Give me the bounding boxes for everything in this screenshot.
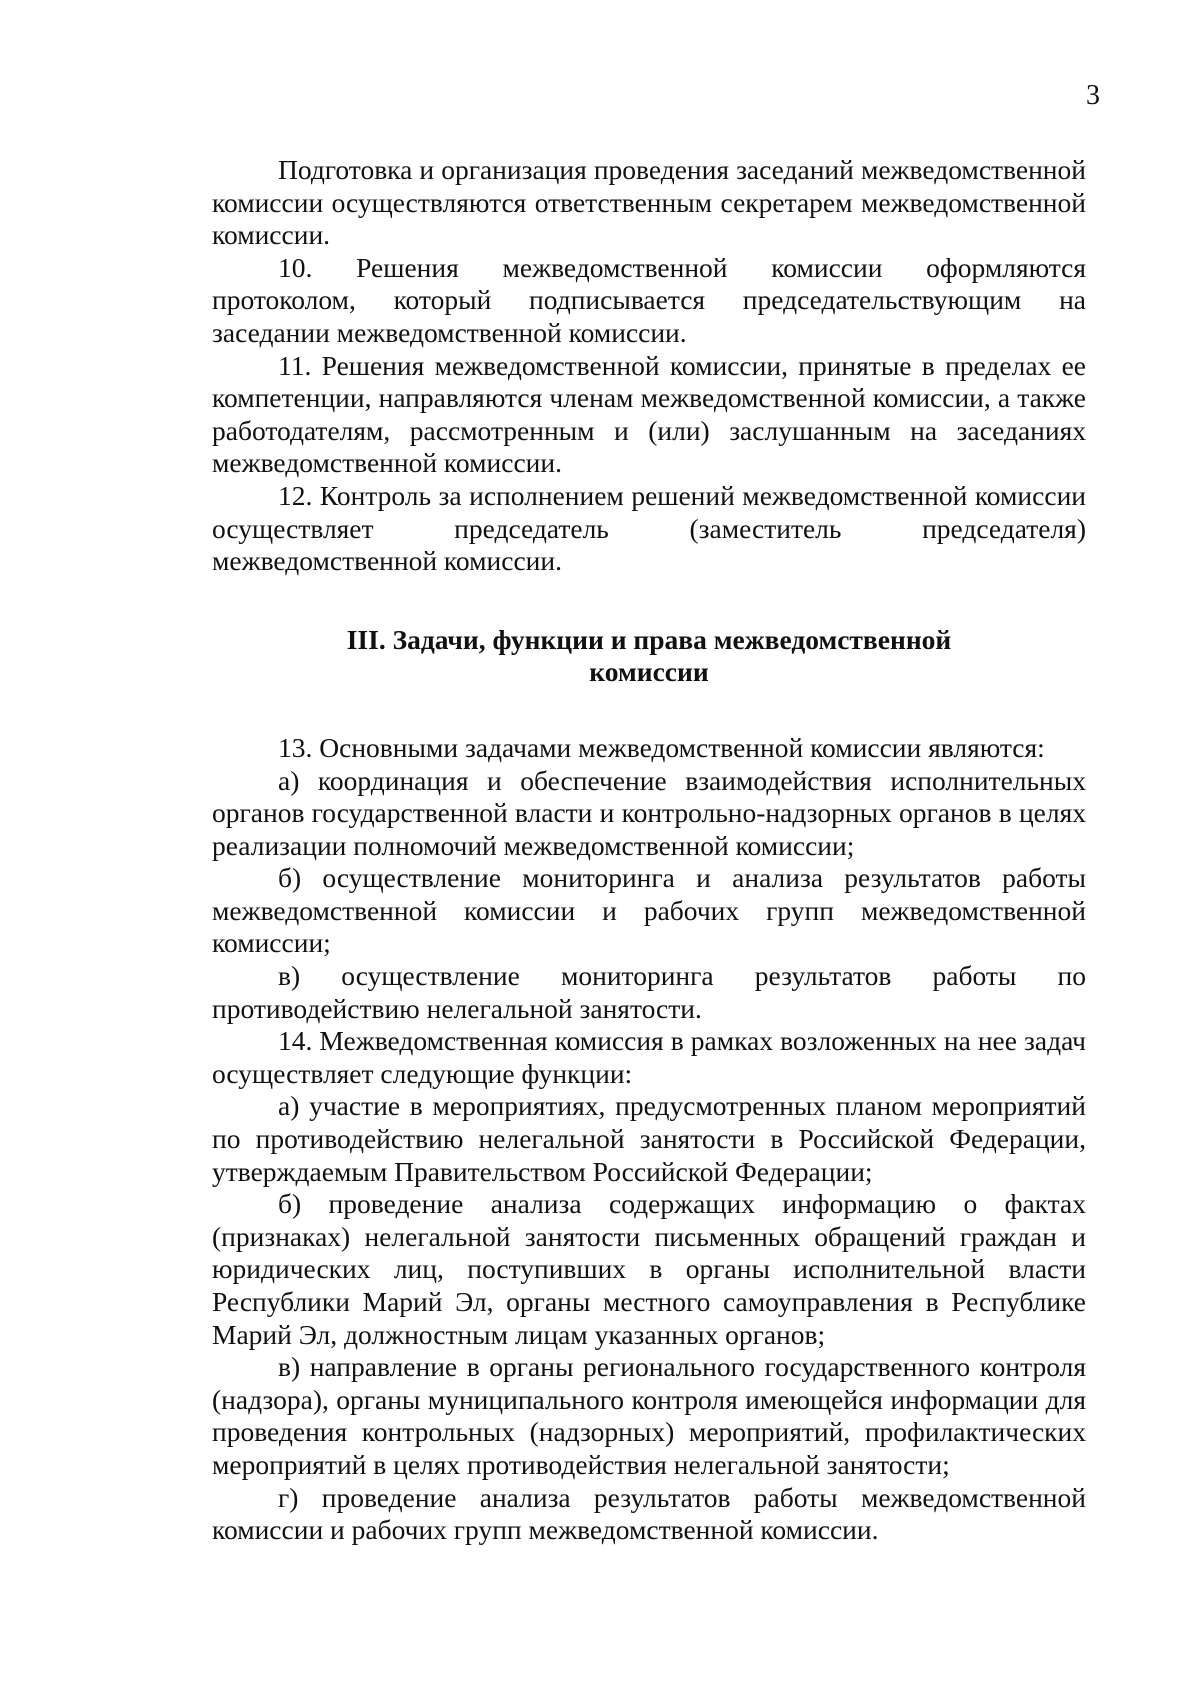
document-body — [212, 154, 1086, 1547]
paragraph-13-v: в) осуществление мониторинга результатов работы по противодействию нелегальной занятости. — [212, 960, 1086, 1024]
paragraph-14-v: в) направление в органы регионального государственного контроля (надзора), органы муниципального контроля имеющейся информации для проведения контрольных (надзорных) мероприятий, профилактических мероприятий в целях противодействия нелегальной занятости; — [212, 1351, 1086, 1480]
paragraph-14: 14. Межведомственная комиссия в рамках возложенных на нее задач осуществляет следующие функции: — [212, 1025, 1086, 1089]
paragraph-14-a: а) участие в мероприятиях, предусмотренных планом мероприятий по противодействию нелегальной занятости в Российской Федерации, утверждаемым Правительством Российской Федерации; — [212, 1090, 1086, 1187]
paragraph-14-b: б) проведение анализа содержащих информацию о фактах (признаках) нелегальной занятости письменных обращений граждан и юридических лиц, поступивших в органы исполнительной власти Республики Марий Эл, органы местного самоуправления в Республике Марий Эл, должностным лицам указанных органов; — [212, 1188, 1086, 1350]
paragraph-sessions-preparation: Подготовка и организация проведения заседаний межведомственной комиссии осуществляются ответственным секретарем межведомственной комиссии. — [212, 154, 1086, 251]
paragraph-12: 12. Контроль за исполнением решений межведомственной комиссии осуществляет председатель (заместитель председателя) межведомственной комиссии. — [212, 479, 1086, 577]
paragraph-10: 10. Решения межведомственной комиссии оформляются протоколом, который подписывается председательствующим на заседании межведомственной комиссии. — [212, 251, 1086, 348]
paragraph-13-b: б) осуществление мониторинга и анализа результатов работы межведомственной комиссии и рабочих групп межведомственной комиссии; — [212, 862, 1086, 959]
section-heading: III. Задачи, функции и права межведомственной комиссии — [346, 623, 952, 688]
page-number: 3 — [1086, 80, 1100, 111]
paragraph-11: 11. Решения межведомственной комиссии, принятые в пределах ее компетенции, направляются членам межведомственной комиссии, а также работодателям, рассмотренным и (или) заслушанным на заседаниях межведомственной комиссии. — [212, 349, 1086, 479]
paragraph-13-a: а) координация и обеспечение взаимодействия исполнительных органов государственной власти и контрольно-надзорных органов в целях реализации полномочий межведомственной комиссии; — [212, 764, 1086, 861]
paragraph-13: 13. Основными задачами межведомственной комиссии являются: — [278, 731, 1045, 763]
paragraph-14-g: г) проведение анализа результатов работы межведомственной комиссии и рабочих групп межведомственной комиссии. — [212, 1481, 1086, 1546]
